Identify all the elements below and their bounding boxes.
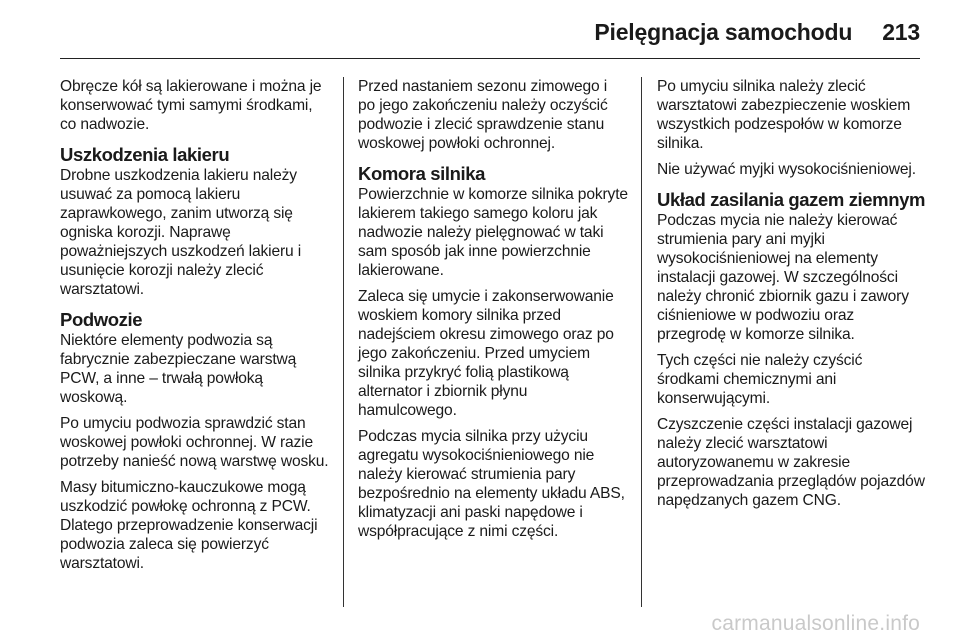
column-divider [343,77,344,607]
paragraph: Drobne uszkodzenia lakieru należy usuwać za pomocą lakieru zaprawkowego, zanim utworzą się ogniska korozji. Naprawę poważniejszych uszkodzeń lakieru i usunięcie korozji należy zlecić warsztatowi. [60,167,302,298]
paragraph: Podczas mycia silnika przy użyciu agregatu wysokociśnieniowego nie należy kierować strumienia pary bezpośrednio na elementy układu ABS, klimatyzacji ani paski napędowe i współpracujące z nimi części. [358,428,625,540]
page-header [60,14,920,50]
paragraph: Podczas mycia nie należy kierować strumienia pary ani myjki wysokociśnieniowej na elementy instalacji gazowej. W szczególności należy chronić zbiornik gazu i zawory ciśnieniowe w podwoziu oraz przegrodę w komorze silnika. [657,212,909,343]
column-1 [60,77,330,580]
column-divider [641,77,642,607]
heading-engine-compartment: Komora silnika [358,163,486,184]
paragraph: Masy bitumiczno-kauczukowe mogą uszkodzić powłokę ochronną z PCW. Dlatego przeprowadzenie konserwacji podwozia zaleca się powierzyć warsztatowi. [60,479,318,572]
paragraph: Nie używać myjki wysokociśnieniowej. [657,161,916,178]
paragraph: Obręcze kół są lakierowane i można je konserwować tymi samymi środkami, co nadwozie. [60,78,322,133]
paragraph: Tych części nie należy czyścić środkami chemicznymi ani konserwującymi. [657,352,863,407]
paragraph: Niektóre elementy podwozia są fabrycznie zabezpieczane warstwą PCW, a inne – trwałą powłoką woskową. [60,332,297,406]
paragraph: Po umyciu silnika należy zlecić warsztatowi zabezpieczenie woskiem wszystkich podzespołów w komorze silnika. [657,78,911,152]
paragraph: Po umyciu podwozia sprawdzić stan woskowej powłoki ochronnej. W razie potrzeby nanieść nową warstwę wosku. [60,415,329,470]
watermark: carmanualsonline.info [711,612,920,635]
paragraph: Czyszczenie części instalacji gazowej należy zlecić warsztatowi autoryzowanemu w zakresie przeprowadzania przeglądów pojazdów napędzanych gazem CNG. [657,416,925,509]
page-number: 213 [882,18,920,45]
paragraph: Przed nastaniem sezonu zimowego i po jego zakończeniu należy oczyścić podwozie i zlecić sprawdzenie stanu woskowej powłoki ochronnej. [358,78,608,152]
paragraph: Zaleca się umycie i zakonserwowanie woskiem komory silnika przed nadejściem okresu zimowego oraz po jego zakończeniu. Przed umyciem silnika przykryć folią plastikową alternator i zbiornik płynu hamulcowego. [358,288,614,419]
paragraph: Powierzchnie w komorze silnika pokryte lakierem takiego samego koloru jak nadwozie należy pielęgnować w taki sam sposób jak inne powierzchnie lakierowane. [358,186,628,279]
heading-underbody: Podwozie [60,309,143,330]
section-title: Pielęgnacja samochodu [594,18,853,45]
column-2 [358,77,628,548]
heading-paint-damage: Uszkodzenia lakieru [60,144,230,165]
text-columns [60,77,925,607]
column-3 [657,77,927,517]
header-divider [60,58,920,59]
heading-cng-system: Układ zasilania gazem ziemnym [657,189,926,210]
